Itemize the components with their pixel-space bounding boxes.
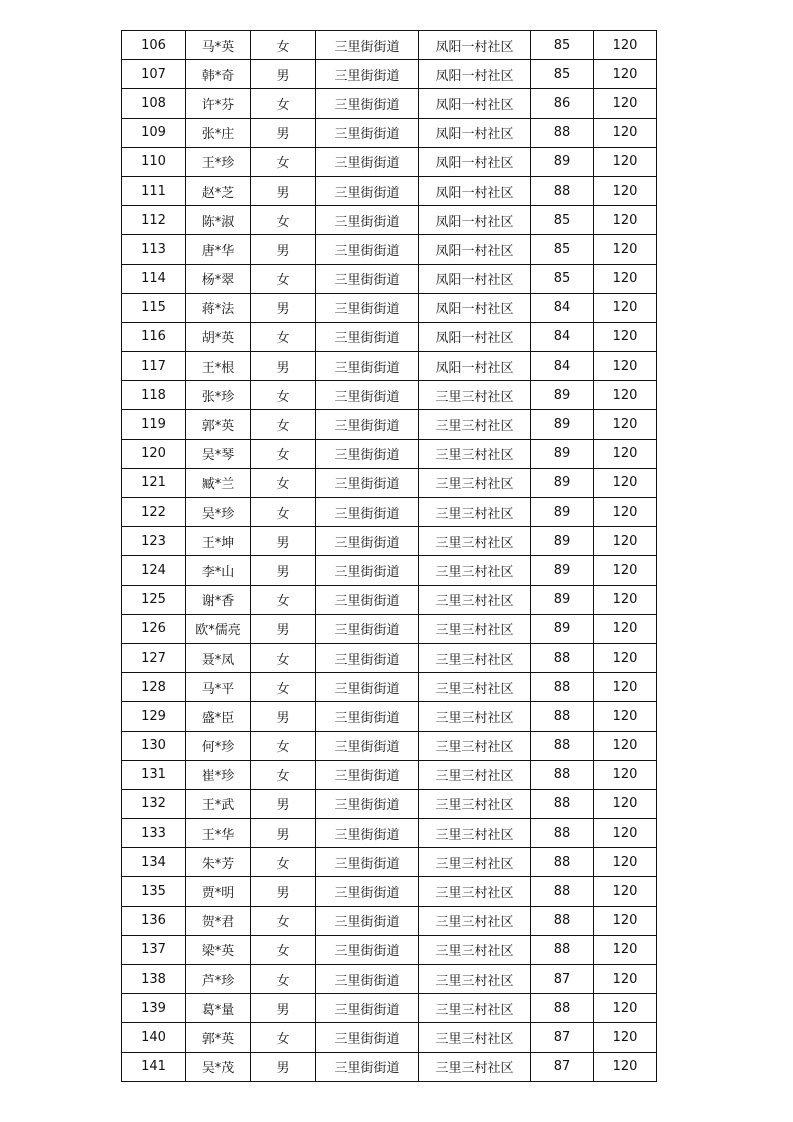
cell-amount: 120 [594,848,657,877]
cell-index: 138 [122,965,186,994]
cell-community: 三里三村社区 [419,556,531,585]
cell-gender: 女 [251,322,316,351]
cell-index: 109 [122,118,186,147]
table-row [122,264,657,293]
cell-name: 张*珍 [186,381,251,410]
cell-community: 凤阳一村社区 [419,264,531,293]
cell-age: 88 [531,643,594,672]
cell-name: 杨*翠 [186,264,251,293]
cell-index: 141 [122,1052,186,1081]
table-row [122,206,657,235]
cell-name: 朱*芳 [186,848,251,877]
cell-community: 三里三村社区 [419,877,531,906]
records-table-body [122,31,657,1082]
cell-index: 110 [122,147,186,176]
cell-community: 三里三村社区 [419,819,531,848]
cell-subdistrict: 三里街街道 [316,322,419,351]
cell-age: 88 [531,118,594,147]
cell-community: 三里三村社区 [419,702,531,731]
cell-index: 108 [122,89,186,118]
cell-gender: 女 [251,410,316,439]
cell-name: 张*庄 [186,118,251,147]
table-row [122,702,657,731]
cell-subdistrict: 三里街街道 [316,760,419,789]
cell-age: 89 [531,147,594,176]
cell-subdistrict: 三里街街道 [316,585,419,614]
cell-community: 三里三村社区 [419,468,531,497]
cell-community: 凤阳一村社区 [419,206,531,235]
table-row [122,760,657,789]
cell-amount: 120 [594,673,657,702]
table-row [122,1052,657,1081]
cell-amount: 120 [594,410,657,439]
cell-community: 三里三村社区 [419,906,531,935]
cell-name: 赵*芝 [186,176,251,205]
cell-amount: 120 [594,585,657,614]
cell-index: 131 [122,760,186,789]
cell-index: 134 [122,848,186,877]
cell-age: 89 [531,556,594,585]
table-row [122,468,657,497]
cell-amount: 120 [594,1052,657,1081]
cell-gender: 女 [251,264,316,293]
cell-amount: 120 [594,556,657,585]
cell-age: 88 [531,702,594,731]
cell-name: 唐*华 [186,235,251,264]
cell-name: 吴*珍 [186,498,251,527]
cell-age: 86 [531,89,594,118]
cell-name: 欧*儒亮 [186,614,251,643]
cell-amount: 120 [594,206,657,235]
table-row [122,60,657,89]
table-row [122,498,657,527]
cell-gender: 男 [251,352,316,381]
cell-name: 李*山 [186,556,251,585]
cell-subdistrict: 三里街街道 [316,877,419,906]
cell-index: 115 [122,293,186,322]
cell-age: 85 [531,235,594,264]
cell-age: 88 [531,994,594,1023]
table-row [122,176,657,205]
cell-gender: 女 [251,439,316,468]
cell-index: 135 [122,877,186,906]
cell-index: 113 [122,235,186,264]
cell-amount: 120 [594,176,657,205]
cell-index: 124 [122,556,186,585]
cell-community: 凤阳一村社区 [419,176,531,205]
cell-index: 121 [122,468,186,497]
cell-community: 三里三村社区 [419,1052,531,1081]
cell-community: 凤阳一村社区 [419,147,531,176]
cell-amount: 120 [594,31,657,60]
cell-community: 凤阳一村社区 [419,293,531,322]
cell-subdistrict: 三里街街道 [316,235,419,264]
table-row [122,877,657,906]
cell-index: 122 [122,498,186,527]
cell-amount: 120 [594,381,657,410]
table-row [122,965,657,994]
cell-age: 89 [531,614,594,643]
cell-gender: 男 [251,994,316,1023]
table-row [122,147,657,176]
cell-amount: 120 [594,118,657,147]
cell-subdistrict: 三里街街道 [316,673,419,702]
cell-community: 凤阳一村社区 [419,322,531,351]
cell-subdistrict: 三里街街道 [316,352,419,381]
cell-name: 贾*明 [186,877,251,906]
cell-name: 贺*君 [186,906,251,935]
cell-amount: 120 [594,527,657,556]
cell-gender: 女 [251,760,316,789]
cell-gender: 男 [251,614,316,643]
cell-community: 凤阳一村社区 [419,352,531,381]
cell-community: 凤阳一村社区 [419,31,531,60]
cell-age: 84 [531,293,594,322]
cell-name: 葛*量 [186,994,251,1023]
cell-name: 郭*英 [186,410,251,439]
cell-subdistrict: 三里街街道 [316,789,419,818]
cell-amount: 120 [594,235,657,264]
table-row [122,439,657,468]
cell-gender: 女 [251,848,316,877]
cell-gender: 女 [251,31,316,60]
cell-amount: 120 [594,498,657,527]
cell-name: 芦*珍 [186,965,251,994]
cell-index: 112 [122,206,186,235]
cell-subdistrict: 三里街街道 [316,468,419,497]
cell-index: 128 [122,673,186,702]
cell-amount: 120 [594,60,657,89]
cell-amount: 120 [594,994,657,1023]
cell-subdistrict: 三里街街道 [316,702,419,731]
cell-subdistrict: 三里街街道 [316,994,419,1023]
cell-amount: 120 [594,906,657,935]
cell-age: 85 [531,60,594,89]
cell-amount: 120 [594,293,657,322]
cell-name: 王*武 [186,789,251,818]
cell-age: 89 [531,585,594,614]
cell-name: 胡*英 [186,322,251,351]
cell-amount: 120 [594,643,657,672]
cell-subdistrict: 三里街街道 [316,1023,419,1052]
cell-subdistrict: 三里街街道 [316,381,419,410]
cell-index: 132 [122,789,186,818]
table-row [122,1023,657,1052]
cell-name: 臧*兰 [186,468,251,497]
cell-amount: 120 [594,877,657,906]
cell-subdistrict: 三里街街道 [316,439,419,468]
cell-amount: 120 [594,702,657,731]
cell-index: 118 [122,381,186,410]
cell-name: 盛*臣 [186,702,251,731]
cell-subdistrict: 三里街街道 [316,935,419,964]
cell-subdistrict: 三里街街道 [316,176,419,205]
cell-age: 89 [531,381,594,410]
cell-name: 王*根 [186,352,251,381]
cell-subdistrict: 三里街街道 [316,614,419,643]
cell-amount: 120 [594,352,657,381]
table-row [122,352,657,381]
cell-subdistrict: 三里街街道 [316,731,419,760]
cell-community: 三里三村社区 [419,731,531,760]
cell-community: 三里三村社区 [419,848,531,877]
cell-subdistrict: 三里街街道 [316,556,419,585]
cell-age: 88 [531,906,594,935]
cell-gender: 女 [251,206,316,235]
cell-age: 87 [531,1023,594,1052]
table-row [122,235,657,264]
cell-name: 聂*凤 [186,643,251,672]
cell-subdistrict: 三里街街道 [316,410,419,439]
cell-name: 吴*琴 [186,439,251,468]
cell-community: 三里三村社区 [419,760,531,789]
cell-gender: 女 [251,381,316,410]
cell-name: 吴*茂 [186,1052,251,1081]
cell-community: 三里三村社区 [419,673,531,702]
cell-subdistrict: 三里街街道 [316,31,419,60]
cell-gender: 女 [251,906,316,935]
cell-subdistrict: 三里街街道 [316,848,419,877]
cell-gender: 男 [251,176,316,205]
cell-subdistrict: 三里街街道 [316,147,419,176]
cell-amount: 120 [594,731,657,760]
table-row [122,906,657,935]
cell-index: 133 [122,819,186,848]
cell-name: 许*芬 [186,89,251,118]
cell-index: 117 [122,352,186,381]
table-row [122,31,657,60]
cell-subdistrict: 三里街街道 [316,498,419,527]
cell-gender: 男 [251,789,316,818]
cell-amount: 120 [594,1023,657,1052]
cell-name: 王*坤 [186,527,251,556]
cell-index: 130 [122,731,186,760]
cell-index: 116 [122,322,186,351]
cell-gender: 男 [251,527,316,556]
cell-gender: 男 [251,556,316,585]
table-row [122,556,657,585]
table-row [122,935,657,964]
cell-gender: 男 [251,819,316,848]
cell-gender: 男 [251,877,316,906]
cell-index: 114 [122,264,186,293]
table-row [122,848,657,877]
cell-community: 三里三村社区 [419,439,531,468]
cell-name: 王*珍 [186,147,251,176]
table-row [122,819,657,848]
cell-age: 85 [531,264,594,293]
cell-gender: 男 [251,1052,316,1081]
cell-index: 120 [122,439,186,468]
cell-community: 凤阳一村社区 [419,118,531,147]
cell-subdistrict: 三里街街道 [316,643,419,672]
cell-age: 89 [531,527,594,556]
cell-name: 蒋*法 [186,293,251,322]
cell-age: 88 [531,819,594,848]
cell-index: 126 [122,614,186,643]
cell-name: 梁*英 [186,935,251,964]
cell-age: 88 [531,848,594,877]
cell-amount: 120 [594,614,657,643]
cell-index: 119 [122,410,186,439]
cell-age: 84 [531,352,594,381]
table-row [122,322,657,351]
cell-index: 136 [122,906,186,935]
table-row [122,673,657,702]
cell-age: 85 [531,206,594,235]
table-row [122,410,657,439]
cell-age: 88 [531,789,594,818]
cell-index: 106 [122,31,186,60]
table-row [122,643,657,672]
table-row [122,994,657,1023]
cell-gender: 女 [251,468,316,497]
table-row [122,614,657,643]
cell-index: 140 [122,1023,186,1052]
cell-gender: 女 [251,965,316,994]
cell-amount: 120 [594,468,657,497]
cell-subdistrict: 三里街街道 [316,206,419,235]
cell-gender: 女 [251,1023,316,1052]
table-row [122,89,657,118]
cell-age: 88 [531,176,594,205]
cell-subdistrict: 三里街街道 [316,118,419,147]
cell-amount: 120 [594,89,657,118]
cell-community: 凤阳一村社区 [419,60,531,89]
cell-index: 139 [122,994,186,1023]
cell-gender: 女 [251,89,316,118]
cell-gender: 女 [251,498,316,527]
cell-gender: 男 [251,293,316,322]
cell-community: 三里三村社区 [419,527,531,556]
cell-community: 三里三村社区 [419,935,531,964]
cell-community: 三里三村社区 [419,643,531,672]
cell-index: 111 [122,176,186,205]
cell-subdistrict: 三里街街道 [316,965,419,994]
cell-age: 88 [531,935,594,964]
cell-age: 88 [531,760,594,789]
table-row [122,118,657,147]
cell-age: 87 [531,965,594,994]
table-row [122,293,657,322]
cell-community: 三里三村社区 [419,498,531,527]
cell-gender: 女 [251,731,316,760]
cell-subdistrict: 三里街街道 [316,1052,419,1081]
cell-amount: 120 [594,760,657,789]
cell-community: 三里三村社区 [419,994,531,1023]
cell-name: 韩*奇 [186,60,251,89]
cell-subdistrict: 三里街街道 [316,527,419,556]
cell-gender: 女 [251,147,316,176]
cell-amount: 120 [594,965,657,994]
table-row [122,381,657,410]
records-table [121,30,657,1082]
cell-age: 87 [531,1052,594,1081]
cell-community: 三里三村社区 [419,614,531,643]
cell-gender: 女 [251,673,316,702]
cell-gender: 男 [251,702,316,731]
cell-community: 凤阳一村社区 [419,235,531,264]
cell-name: 王*华 [186,819,251,848]
cell-index: 123 [122,527,186,556]
table-row [122,585,657,614]
cell-age: 84 [531,322,594,351]
cell-age: 88 [531,731,594,760]
cell-community: 三里三村社区 [419,585,531,614]
cell-amount: 120 [594,439,657,468]
table-row [122,789,657,818]
cell-gender: 男 [251,118,316,147]
cell-name: 谢*香 [186,585,251,614]
cell-name: 陈*淑 [186,206,251,235]
cell-amount: 120 [594,147,657,176]
cell-subdistrict: 三里街街道 [316,60,419,89]
cell-subdistrict: 三里街街道 [316,293,419,322]
cell-age: 89 [531,498,594,527]
table-row [122,527,657,556]
cell-subdistrict: 三里街街道 [316,819,419,848]
cell-gender: 男 [251,60,316,89]
cell-age: 89 [531,468,594,497]
cell-community: 三里三村社区 [419,381,531,410]
cell-index: 137 [122,935,186,964]
cell-index: 129 [122,702,186,731]
cell-age: 88 [531,673,594,702]
cell-subdistrict: 三里街街道 [316,906,419,935]
cell-index: 127 [122,643,186,672]
cell-community: 凤阳一村社区 [419,89,531,118]
table-row [122,731,657,760]
cell-community: 三里三村社区 [419,965,531,994]
cell-name: 马*英 [186,31,251,60]
cell-amount: 120 [594,819,657,848]
cell-community: 三里三村社区 [419,410,531,439]
cell-amount: 120 [594,789,657,818]
cell-community: 三里三村社区 [419,789,531,818]
cell-community: 三里三村社区 [419,1023,531,1052]
cell-age: 85 [531,31,594,60]
cell-index: 125 [122,585,186,614]
cell-name: 何*珍 [186,731,251,760]
cell-name: 郭*英 [186,1023,251,1052]
cell-gender: 女 [251,585,316,614]
cell-amount: 120 [594,322,657,351]
cell-gender: 男 [251,235,316,264]
cell-amount: 120 [594,264,657,293]
cell-subdistrict: 三里街街道 [316,264,419,293]
cell-amount: 120 [594,935,657,964]
cell-age: 88 [531,877,594,906]
cell-gender: 女 [251,643,316,672]
cell-age: 89 [531,410,594,439]
cell-subdistrict: 三里街街道 [316,89,419,118]
cell-age: 89 [531,439,594,468]
cell-index: 107 [122,60,186,89]
cell-gender: 女 [251,935,316,964]
cell-name: 马*平 [186,673,251,702]
cell-name: 崔*珍 [186,760,251,789]
